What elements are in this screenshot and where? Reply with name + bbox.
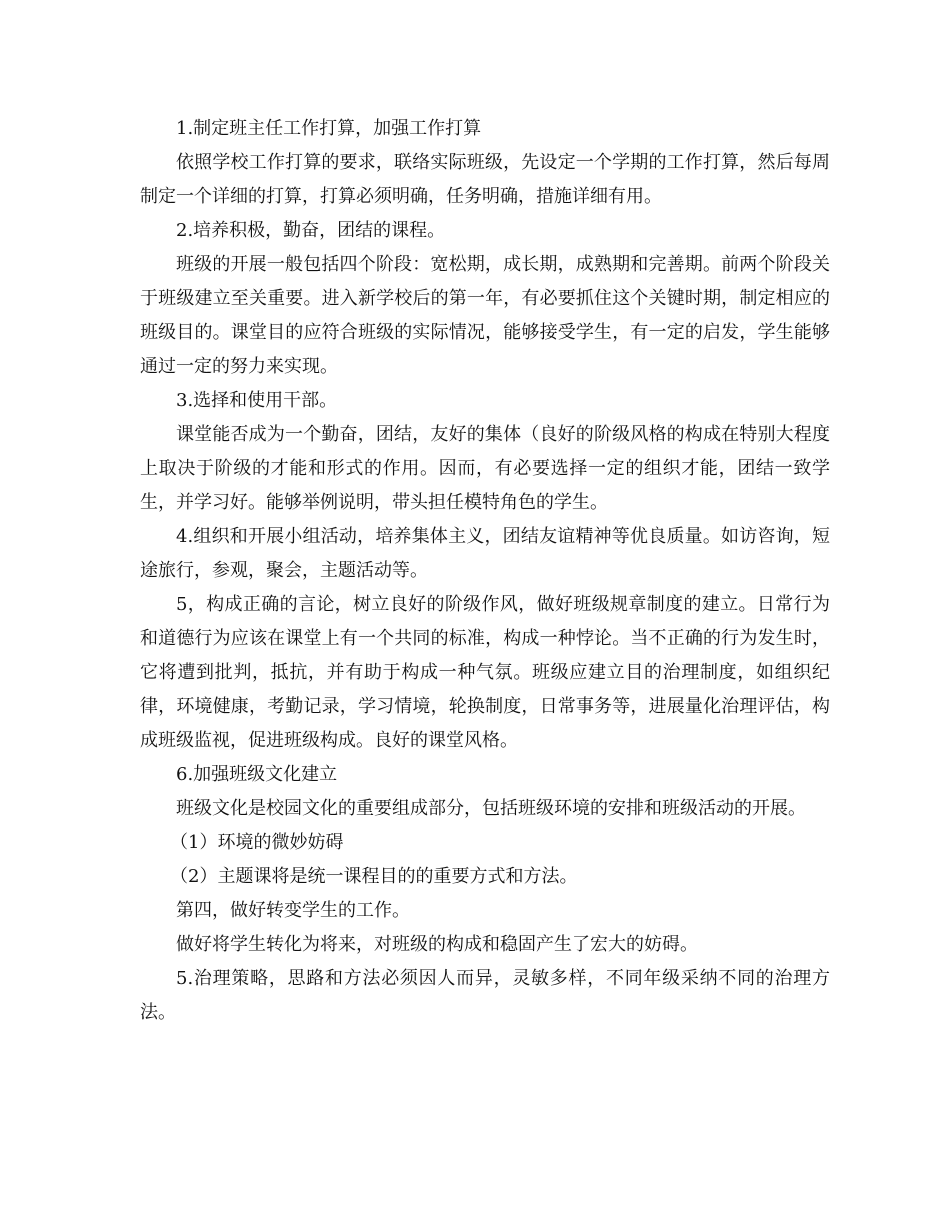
paragraph-class-stages: 班级的开展一般包括四个阶段：宽松期，成长期，成熟期和完善期。前两个阶段关于班级建立至关重要。进入新学校后的第一年，有必要抓住这个关键时期，制定相应的班级目的。课堂目的应符合班级的实际情况，能够接受学生，有一定的启发，学生能够通过一定的努力来实现。 bbox=[140, 254, 830, 377]
paragraph-cadres: 课堂能否成为一个勤奋，团结，友好的集体（良好的阶级风格的构成在特别大程度上取决于阶级的才能和形式的作用。因而，有必要选择一定的组织才能，团结一致学生，并学习好。能够举例说明，带头担任模特角色的学生。 bbox=[140, 424, 830, 513]
paragraph-planning: 依照学校工作打算的要求，联络实际班级，先设定一个学期的工作打算，然后每周制定一个详细的打算，打算必须明确，任务明确，措施详细有用。 bbox=[140, 152, 830, 207]
section-heading-5: 5，构成正确的言论，树立良好的阶级作风，做好班级规章制度的建立。日常行为和道德行为应该在课堂上有一个共同的标准，构成一种悖论。当不正确的行为发生时，它将遭到批判，抵抗，并有助于构成一种气氛。班级应建立目的治理制度，如组织纪律，环境健康，考勤记录，学习情境，轮换制度，日常事务等，进展量化治理评估，构成班级监视，促进班级构成。良好的课堂风格。 bbox=[140, 594, 830, 751]
section-heading-8: 5.治理策略，思路和方法必须因人而异，灵敏多样，不同年级采纳不同的治理方法。 bbox=[140, 968, 830, 1023]
paragraph-student-transformation: 做好将学生转化为将来，对班级的构成和稳固产生了宏大的妨碍。 bbox=[176, 934, 698, 955]
sub-item-2: （2）主题课将是统一课程目的的重要方式和方法。 bbox=[170, 866, 578, 887]
sub-item-1: （1）环境的微妙妨碍 bbox=[170, 832, 344, 853]
section-heading-6: 6.加强班级文化建立 bbox=[176, 764, 338, 785]
section-heading-2: 2.培养积极，勤奋，团结的课程。 bbox=[176, 220, 446, 241]
section-heading-7: 第四，做好转变学生的工作。 bbox=[176, 900, 410, 921]
section-heading-3: 3.选择和使用干部。 bbox=[176, 390, 338, 411]
section-heading-1: 1.制定班主任工作打算，加强工作打算 bbox=[176, 118, 482, 139]
paragraph-class-culture: 班级文化是校园文化的重要组成部分，包括班级环境的安排和班级活动的开展。 bbox=[176, 798, 806, 819]
section-heading-4: 4.组织和开展小组活动，培养集体主义，团结友谊精神等优良质量。如访咨询，短途旅行，参观，聚会，主题活动等。 bbox=[140, 526, 830, 581]
document-body bbox=[140, 112, 830, 1030]
